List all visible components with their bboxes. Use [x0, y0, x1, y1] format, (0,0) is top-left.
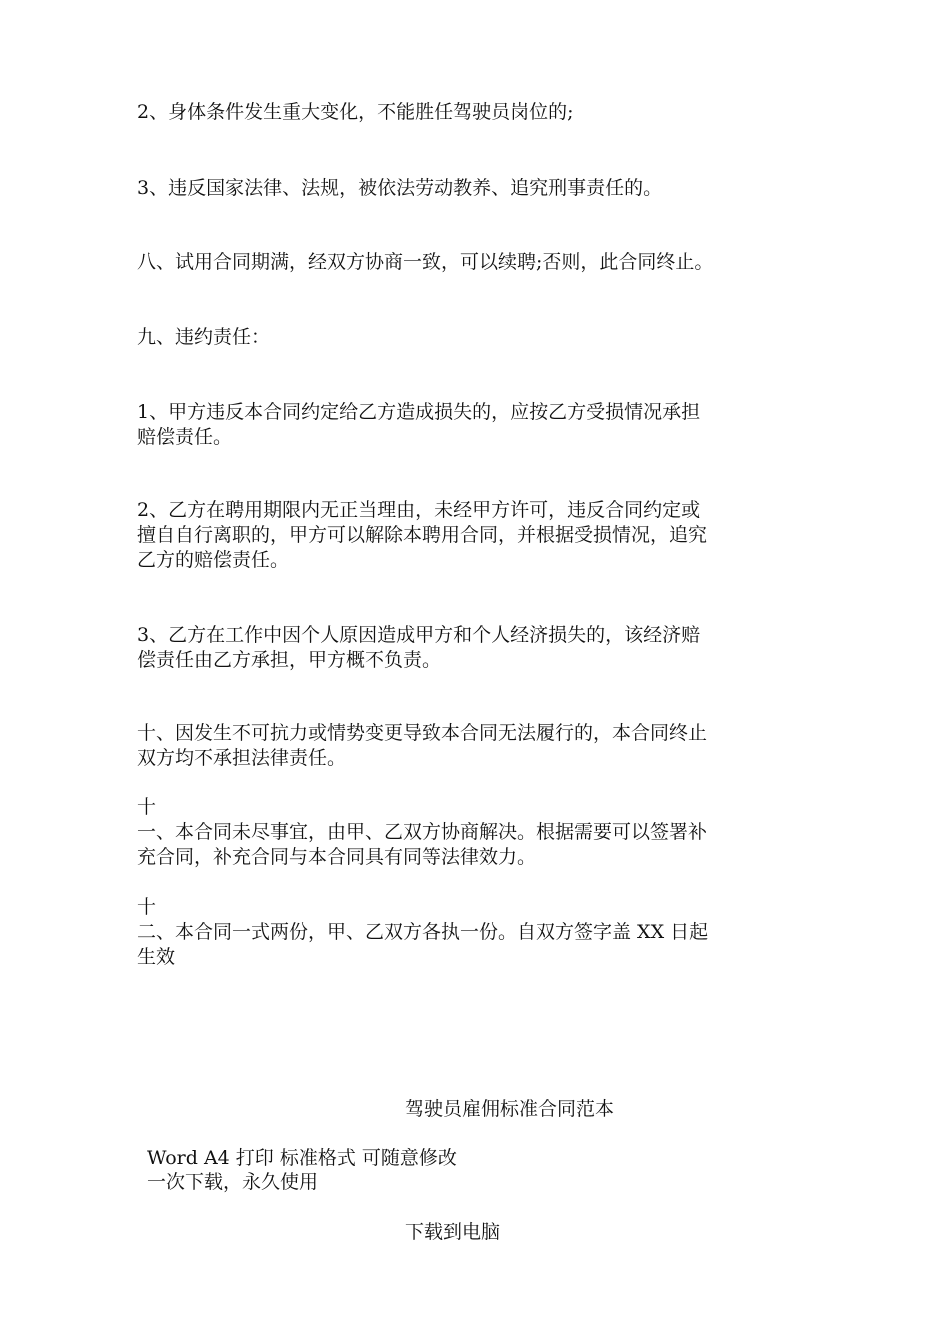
clause-line: 十 [137, 896, 157, 918]
clause-line: 十、因发生不可抗力或情势变更导致本合同无法履行的，本合同终止 [137, 722, 708, 744]
clause-line: 乙方的赔偿责任。 [137, 549, 290, 571]
clause-line: 2、乙方在聘用期限内无正当理由，未经甲方许可，违反合同约定或 [137, 499, 701, 521]
template-usage-info: 一次下载，永久使用 [147, 1171, 319, 1193]
clause-line: 双方均不承担法律责任。 [137, 747, 347, 769]
clause-line: 二、本合同一式两份，甲、乙双方各执一份。自双方签字盖 XX 日起 [137, 921, 709, 943]
clause-line: 一、本合同未尽事宜，由甲、乙双方协商解决。根据需要可以签署补 [137, 821, 708, 843]
clause-line: 十 [137, 796, 157, 818]
clause-probation-expiry [137, 250, 817, 275]
copies-effective-clause [137, 895, 817, 970]
clause-text: 2、身体条件发生重大变化，不能胜任驾驶员岗位的; [137, 101, 574, 123]
template-info [147, 1146, 457, 1194]
clause-text: 八、试用合同期满，经双方协商一致，可以续聘;否则，此合同终止。 [137, 251, 714, 273]
template-title: 驾驶员雇佣标准合同范本 [405, 1098, 615, 1120]
clause-line: 赔偿责任。 [137, 426, 233, 448]
supplementary-clause [137, 795, 817, 870]
clause-line: 偿责任由乙方承担，甲方概不负责。 [137, 649, 442, 671]
clause-health-condition [137, 100, 817, 125]
template-format-info: Word A4 打印 标准格式 可随意修改 [147, 1147, 457, 1169]
clause-law-violation [137, 176, 817, 201]
clause-line: 1、甲方违反本合同约定给乙方造成损失的，应按乙方受损情况承担 [137, 401, 701, 423]
breach-clause-1 [137, 400, 817, 450]
clause-line: 3、乙方在工作中因个人原因造成甲方和个人经济损失的，该经济赔 [137, 624, 701, 646]
clause-line: 充合同，补充合同与本合同具有同等法律效力。 [137, 846, 537, 868]
clause-text: 3、违反国家法律、法规，被依法劳动教养、追究刑事责任的。 [137, 177, 663, 199]
heading-text: 九、违约责任： [137, 326, 271, 348]
breach-clause-3 [137, 623, 817, 673]
clause-line: 生效 [137, 946, 176, 968]
breach-clause-2 [137, 498, 817, 573]
download-to-computer-link[interactable]: 下载到电脑 [405, 1221, 501, 1243]
clause-line: 擅自自行离职的，甲方可以解除本聘用合同，并根据受损情况，追究 [137, 524, 708, 546]
force-majeure-clause [137, 721, 817, 771]
breach-liability-heading [137, 325, 817, 350]
